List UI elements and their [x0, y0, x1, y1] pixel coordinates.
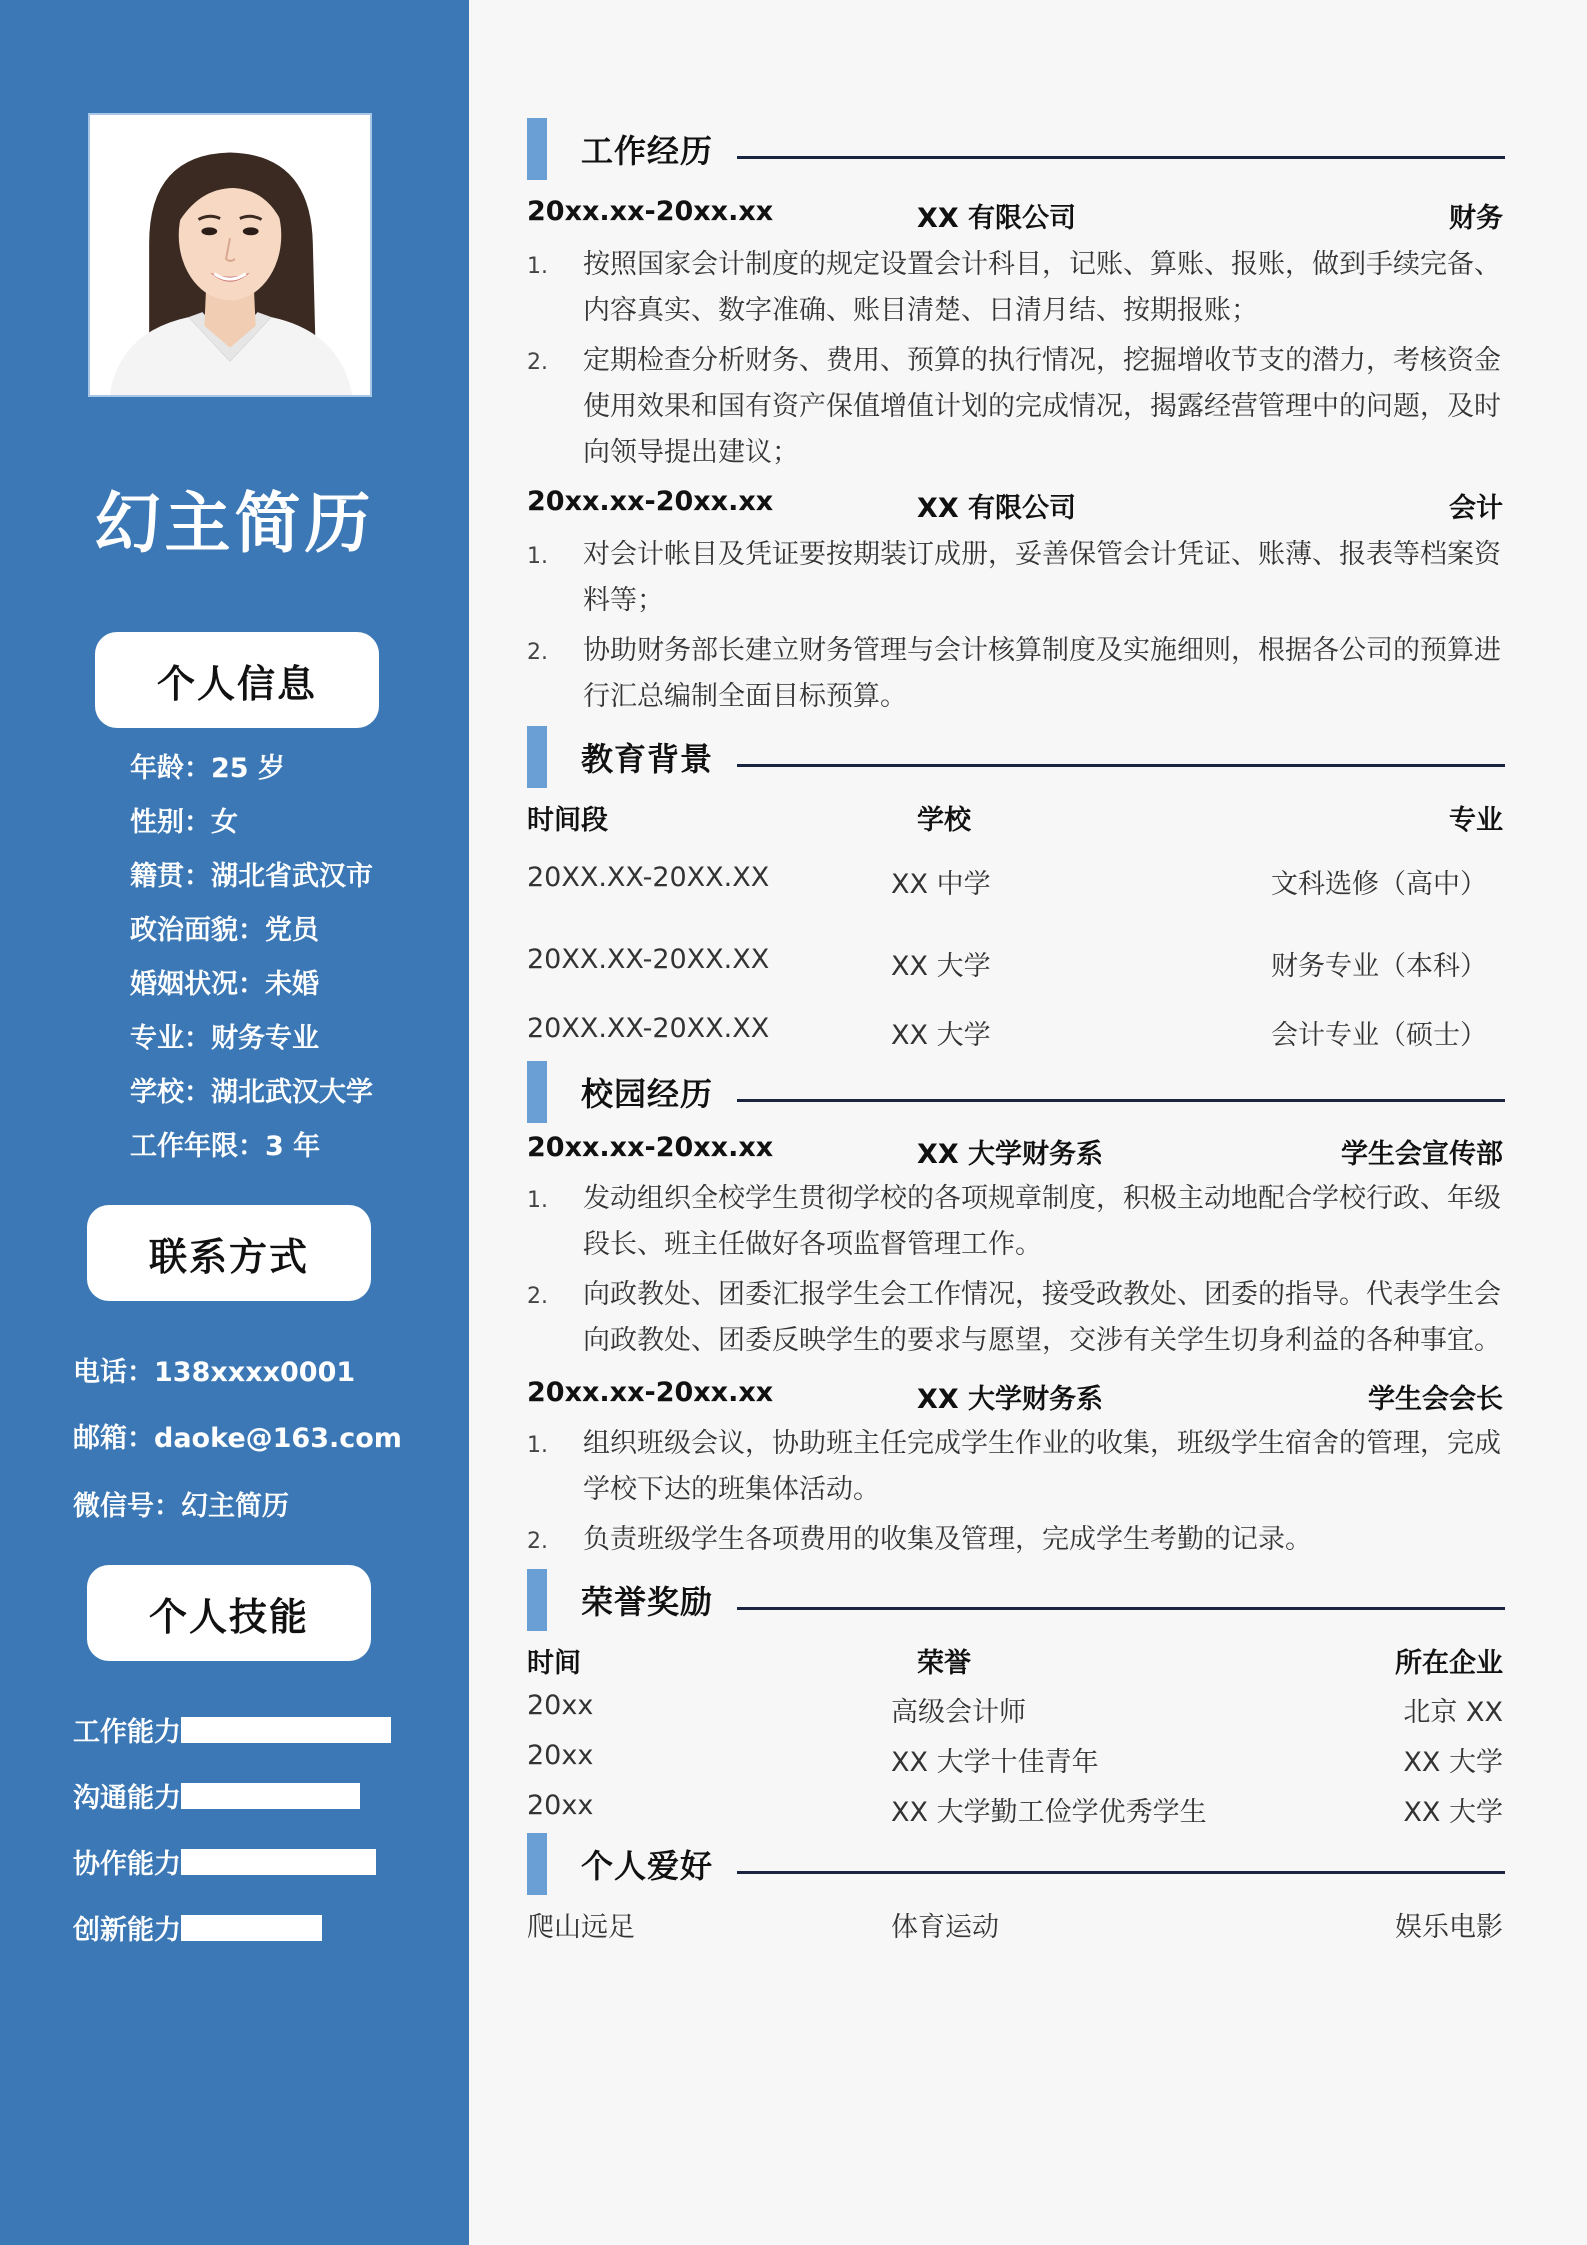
item-text: 负责班级学生各项费用的收集及管理，完成学生考勤的记录。 [583, 1524, 1312, 1555]
item-number: 2. [527, 640, 548, 665]
job-role: 会计 [1449, 493, 1503, 524]
section-divider [737, 764, 1505, 767]
section-accent-bar [527, 1061, 547, 1123]
list-item [527, 1517, 1512, 1563]
info-marital-status: 婚姻状况：未婚 [130, 969, 319, 1000]
skill-bar-fill [181, 1915, 322, 1941]
table-cell: 会计专业（硕士） [1271, 1020, 1487, 1051]
table-cell: 20xx [527, 1790, 594, 1821]
table-cell: XX 大学勤工俭学优秀学生 [891, 1797, 1207, 1828]
item-text: 向政教处、团委汇报学生会工作情况，接受政教处、团委的指导。代表学生会向政教处、团委反映学生的要求与愿望，交涉有关学生切身利益的各种事宜。 [583, 1279, 1501, 1356]
skill-label: 工作能力 [73, 1717, 181, 1748]
campus-role: 学生会会长 [1368, 1384, 1503, 1415]
item-number: 2. [527, 350, 548, 375]
section-title: 校园经历 [581, 1075, 714, 1113]
work-section-header [527, 118, 1505, 180]
table-cell: 北京 XX [1403, 1697, 1503, 1728]
item-number: 2. [527, 1529, 548, 1554]
hobby-item: 娱乐电影 [1395, 1912, 1503, 1943]
list-item [527, 338, 1512, 476]
section-divider [737, 1099, 1505, 1102]
section-accent-bar [527, 1569, 547, 1631]
table-cell: 20XX.XX-20XX.XX [527, 862, 770, 893]
job-role: 财务 [1449, 203, 1503, 234]
item-text: 对会计帐目及凭证要按期装订成册，妥善保管会计凭证、账薄、报表等档案资料等； [583, 539, 1501, 616]
item-number: 2. [527, 1284, 548, 1309]
item-number: 1. [527, 544, 548, 569]
hobby-item: 爬山远足 [527, 1912, 635, 1943]
header-cell: 时间段 [527, 805, 608, 836]
job-period: 20xx.xx-20xx.xx [527, 486, 774, 517]
skill-bar [181, 1849, 391, 1875]
list-item [527, 1421, 1512, 1513]
table-cell: XX 大学 [891, 1020, 991, 1051]
item-text: 定期检查分析财务、费用、预算的执行情况，挖掘增收节支的潜力，考核资金使用效果和国有资产保值增值计划的完成情况，揭露经营管理中的问题，及时向领导提出建议； [583, 345, 1501, 468]
info-work-years: 工作年限：3 年 [130, 1131, 321, 1162]
contact-heading: 联系方式 [87, 1205, 371, 1301]
skill-bar-fill [181, 1717, 391, 1743]
info-major: 专业：财务专业 [130, 1023, 319, 1054]
table-cell: 高级会计师 [891, 1697, 1026, 1728]
skill-label: 沟通能力 [73, 1783, 181, 1814]
table-cell: XX 大学 [1403, 1747, 1503, 1778]
info-school: 学校：湖北武汉大学 [130, 1077, 373, 1108]
job-company: XX 有限公司 [917, 203, 1077, 234]
contact-phone: 电话：138xxxx0001 [73, 1357, 356, 1388]
table-cell: XX 中学 [891, 869, 991, 900]
skill-bar-fill [181, 1783, 360, 1809]
skill-bar [181, 1915, 391, 1941]
info-age: 年龄：25 岁 [130, 753, 285, 784]
table-cell: XX 大学 [891, 951, 991, 982]
list-item [527, 1272, 1512, 1364]
campus-period: 20xx.xx-20xx.xx [527, 1132, 774, 1163]
contact-wechat: 微信号：幻主简历 [73, 1491, 289, 1522]
hobby-item: 体育运动 [891, 1912, 999, 1943]
item-text: 按照国家会计制度的规定设置会计科目，记账、算账、报账，做到手续完备、内容真实、数字准确、账目清楚、日清月结、按期报账； [583, 249, 1501, 326]
table-cell: 20xx [527, 1740, 594, 1771]
table-cell: 20XX.XX-20XX.XX [527, 1013, 770, 1044]
campus-org: XX 大学财务系 [917, 1139, 1104, 1170]
item-text: 发动组织全校学生贯彻学校的各项规章制度，积极主动地配合学校行政、年级段长、班主任做好各项监督管理工作。 [583, 1183, 1501, 1260]
section-divider [737, 156, 1505, 159]
table-cell: 文科选修（高中） [1271, 869, 1487, 900]
table-cell: 20XX.XX-20XX.XX [527, 944, 770, 975]
hobbies-section-header [527, 1833, 1505, 1895]
profile-photo [88, 113, 372, 397]
table-cell: XX 大学十佳青年 [891, 1747, 1099, 1778]
header-cell: 专业 [1449, 805, 1503, 836]
portrait-image [90, 115, 370, 395]
section-accent-bar [527, 726, 547, 788]
table-cell: 20xx [527, 1690, 594, 1721]
skill-innovation [73, 1908, 391, 1947]
skill-bar [181, 1783, 391, 1809]
skills-heading: 个人技能 [87, 1565, 371, 1661]
header-cell: 学校 [917, 805, 971, 836]
skill-work [73, 1710, 391, 1749]
job-period: 20xx.xx-20xx.xx [527, 196, 774, 227]
skill-label: 协作能力 [73, 1849, 181, 1880]
info-political-status: 政治面貌：党员 [130, 915, 319, 946]
item-text: 组织班级会议，协助班主任完成学生作业的收集，班级学生宿舍的管理，完成学校下达的班集体活动。 [583, 1428, 1501, 1505]
header-cell: 时间 [527, 1648, 581, 1679]
section-divider [737, 1871, 1505, 1874]
item-text: 协助财务部长建立财务管理与会计核算制度及实施细则，根据各公司的预算进行汇总编制全面目标预算。 [583, 635, 1501, 712]
section-divider [737, 1607, 1505, 1610]
campus-org: XX 大学财务系 [917, 1384, 1104, 1415]
section-title: 荣誉奖励 [581, 1583, 714, 1621]
skill-bar-fill [181, 1849, 376, 1875]
header-cell: 所在企业 [1395, 1648, 1503, 1679]
table-cell: XX 大学 [1403, 1797, 1503, 1828]
list-item [527, 628, 1512, 720]
item-number: 1. [527, 254, 548, 279]
section-title: 工作经历 [581, 132, 714, 170]
section-accent-bar [527, 1833, 547, 1895]
contact-email: 邮箱：daoke@163.com [73, 1423, 402, 1454]
item-number: 1. [527, 1433, 548, 1458]
honors-section-header [527, 1569, 1505, 1631]
job-company: XX 有限公司 [917, 493, 1077, 524]
resume-title: 幻主简历 [94, 485, 375, 562]
section-title: 教育背景 [581, 740, 714, 778]
skill-bar [181, 1717, 391, 1743]
section-title: 个人爱好 [581, 1847, 714, 1885]
list-item [527, 532, 1512, 624]
skill-collaboration [73, 1842, 391, 1881]
header-cell: 荣誉 [917, 1648, 971, 1679]
list-item [527, 1176, 1512, 1268]
sidebar [0, 0, 469, 2245]
section-accent-bar [527, 118, 547, 180]
table-cell: 财务专业（本科） [1271, 951, 1487, 982]
info-gender: 性别：女 [130, 807, 238, 838]
personal-info-heading: 个人信息 [95, 632, 379, 728]
education-section-header [527, 726, 1505, 788]
campus-role: 学生会宣传部 [1341, 1139, 1503, 1170]
list-item [527, 242, 1512, 334]
skill-label: 创新能力 [73, 1915, 181, 1946]
info-hometown: 籍贯：湖北省武汉市 [130, 861, 373, 892]
item-number: 1. [527, 1188, 548, 1213]
campus-section-header [527, 1061, 1505, 1123]
campus-period: 20xx.xx-20xx.xx [527, 1377, 774, 1408]
skill-communication [73, 1776, 391, 1815]
